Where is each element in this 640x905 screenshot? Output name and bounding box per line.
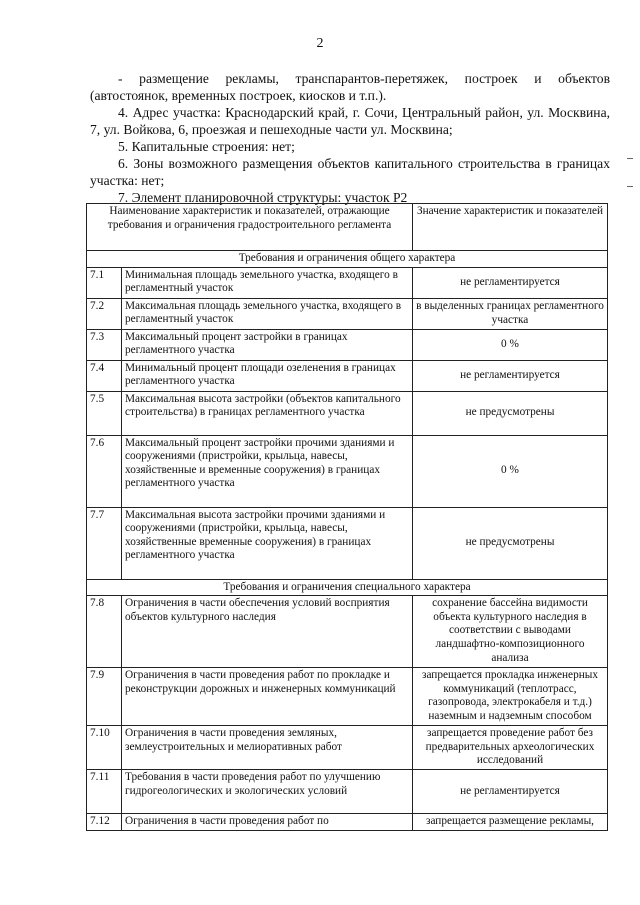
table-row <box>87 668 608 726</box>
row-name: Максимальная высота застройки (объектов капитального строительства) в границах регламентного участка <box>122 391 413 435</box>
row-value: не регламентируется <box>413 770 608 814</box>
paragraph-zones: 6. Зоны возможного размещения объектов капитального строительства в границах участка: нет; <box>90 156 610 188</box>
row-value: не регламентируется <box>413 360 608 391</box>
table-row <box>87 596 608 668</box>
row-value: не регламентируется <box>413 267 608 298</box>
row-value: запрещается размещение рекламы, <box>413 814 608 831</box>
row-number: 7.10 <box>87 726 122 770</box>
table-row <box>87 770 608 814</box>
table-row <box>87 267 608 298</box>
row-name: Максимальная высота застройки прочими зданиями и сооружениями (пристройки, крыльца, навесы, хозяйственные временные сооружения) в границах регламентного участка <box>122 507 413 579</box>
row-number: 7.12 <box>87 814 122 831</box>
row-value: 0 % <box>413 435 608 507</box>
header-value-cell: Значение характеристик и показателей <box>413 204 608 251</box>
section-row <box>87 579 608 596</box>
row-number: 7.3 <box>87 329 122 360</box>
row-value: сохранение бассейна видимости объекта культурного наследия в соответствии с выводами ландшафтно-композиционного анализа <box>413 596 608 668</box>
row-value: запрещается проведение работ без предварительных археологических исследований <box>413 726 608 770</box>
row-name: Минимальный процент площади озеленения в границах регламентного участка <box>122 360 413 391</box>
row-name: Максимальный процент застройки в границах регламентного участка <box>122 329 413 360</box>
table-header-row <box>87 204 608 251</box>
paragraph-address: 4. Адрес участка: Краснодарский край, г. Сочи, Центральный район, ул. Москвина, 7, ул. Войкова, 6, проезжая и пешеходные части ул. Москвина; <box>90 105 610 137</box>
row-name: Ограничения в части проведения работ по прокладке и реконструкции дорожных и инженерных коммуникаций <box>122 668 413 726</box>
table-row <box>87 360 608 391</box>
row-name: Минимальная площадь земельного участка, входящего в регламентный участок <box>122 267 413 298</box>
table-row <box>87 726 608 770</box>
row-number: 7.7 <box>87 507 122 579</box>
table-row <box>87 391 608 435</box>
row-name: Ограничения в части обеспечения условий восприятия объектов культурного наследия <box>122 596 413 668</box>
row-value: не предусмотрены <box>413 507 608 579</box>
section-row <box>87 251 608 268</box>
paragraph-advertising: - размещение рекламы, транспарантов-перетяжек, построек и объектов (автостоянок, временных построек, киосков и т.п.). <box>90 71 610 103</box>
row-name: Максимальная площадь земельного участка, входящего в регламентный участок <box>122 298 413 329</box>
row-number: 7.9 <box>87 668 122 726</box>
paragraph-structure-element: 7. Элемент планировочной структуры: участок Р2 <box>118 190 408 205</box>
row-value: не предусмотрены <box>413 391 608 435</box>
row-number: 7.1 <box>87 267 122 298</box>
table-row <box>87 298 608 329</box>
row-value: в выделенных границах регламентного участка <box>413 298 608 329</box>
row-name: Ограничения в части проведения земляных, землеустроительных и мелиоративных работ <box>122 726 413 770</box>
row-name: Требования в части проведения работ по улучшению гидрогеологических и экологических условий <box>122 770 413 814</box>
row-number: 7.6 <box>87 435 122 507</box>
table-row <box>87 814 608 831</box>
section-general-title: Требования и ограничения общего характера <box>87 251 608 268</box>
scan-margin-mark <box>627 158 633 159</box>
row-number: 7.5 <box>87 391 122 435</box>
table-row <box>87 329 608 360</box>
section-special-title: Требования и ограничения специального характера <box>87 579 608 596</box>
paragraph-buildings: 5. Капитальные строения: нет; <box>118 139 295 154</box>
row-name: Максимальный процент застройки прочими зданиями и сооружениями (пристройки, крыльца, навесы, хозяйственные и временные сооружения) в границах регламентного участка <box>122 435 413 507</box>
header-name-cell: Наименование характеристик и показателей, отражающие требования и ограничения градостроительного регламента <box>87 204 413 251</box>
row-number: 7.8 <box>87 596 122 668</box>
table-row <box>87 507 608 579</box>
row-number: 7.2 <box>87 298 122 329</box>
scan-margin-mark <box>627 186 633 187</box>
regulation-table <box>86 203 608 831</box>
row-value: 0 % <box>413 329 608 360</box>
page-number: 2 <box>316 36 324 51</box>
row-number: 7.4 <box>87 360 122 391</box>
table-row <box>87 435 608 507</box>
row-number: 7.11 <box>87 770 122 814</box>
row-value: запрещается прокладка инженерных коммуникаций (теплотрасс, газопровода, электрокабеля и т.д.) наземным и надземным способом <box>413 668 608 726</box>
row-name: Ограничения в части проведения работ по <box>122 814 413 831</box>
